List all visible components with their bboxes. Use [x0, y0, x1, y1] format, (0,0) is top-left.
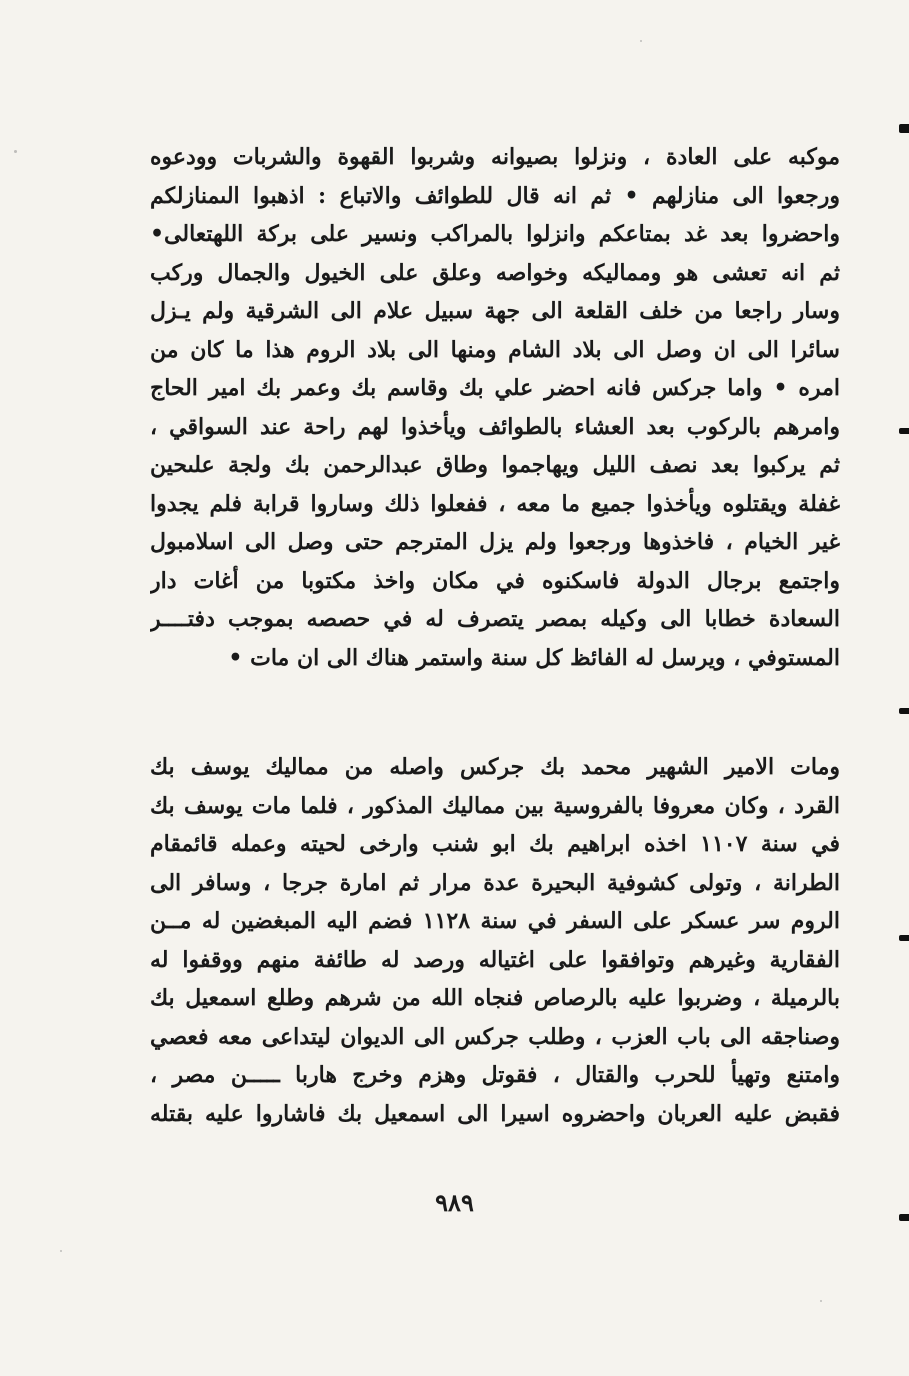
text-line: المستوفي ، ويرسل له الفائظ كل سنة واستمر هناك الى ان مات • — [228, 644, 840, 671]
binding-mark — [899, 935, 909, 941]
paper-speck — [14, 150, 17, 153]
text-line: وصناجقه الى باب العزب ، وطلب جركس الى الديوان ليتداعى معه فعصي — [150, 1023, 840, 1050]
text-line: غير الخيام ، فاخذوها ورجعوا ولم يزل المترجم حتى وصل الى اسلامبول — [150, 529, 840, 555]
binding-mark — [899, 124, 909, 133]
text-line: سائرا الى ان وصل الى بلاد الشام ومنها الى بلاد الروم هذا ما كان من — [150, 336, 840, 363]
text-line: غفلة ويقتلوه ويأخذوا جميع ما معه ، ففعلوا ذلك وساروا قرابة فلم يجدوا — [150, 490, 840, 517]
text-line: بالرميلة ، وضربوا عليه بالرصاص فنجاه الله من شرهم وطلع اسمعيل بك — [150, 985, 840, 1011]
text-line: وامرهم بالركوب بعد العشاء بالطوائف ويأخذوا لهم راحة عند السواقي ، — [150, 413, 840, 440]
text-line: موكبه على العادة ، ونزلوا بصيوانه وشربوا القهوة والشربات وودعوه — [150, 144, 840, 170]
text-line: ثم يركبوا بعد نصف الليل ويهاجموا وطاق عبدالرحمن بك ولجة علىحين — [150, 452, 840, 478]
text-line: امره • واما جركس فانه احضر علي بك وقاسم بك وعمر بك امير الحاج — [150, 375, 840, 401]
text-line: ومات الامير الشهير محمد بك جركس واصله من مماليك يوسف بك — [150, 754, 840, 780]
paper-speck — [640, 40, 642, 42]
text-line: الطرانة ، وتولى كشوفية البحيرة عدة مرار ثم امارة جرجا ، وسافر الى — [150, 869, 840, 896]
text-line: ثم انه تعشى هو ومماليكه وخواصه وعلق على الخيول والجمال وركب — [150, 259, 840, 286]
text-line: فقبض عليه العربان واحضروه اسيرا الى اسمعيل بك فاشاروا عليه بقتله — [150, 1100, 840, 1127]
text-line: واحضروا بعد غد بمتاعكم وانزلوا بالمراكب ونسير على بركة اللهتعالى• — [150, 221, 840, 247]
text-line: واجتمع برجال الدولة فاسكنوه في مكان واخذ مكتوبا من أغات دار — [150, 567, 840, 594]
paper-speck — [60, 1250, 62, 1252]
text-line: ورجعوا الى منازلهم • ثم انه قال للطوائف والاتباع : اذهبوا الىمنازلكم — [150, 182, 840, 209]
text-line: الروم سر عسكر على السفر في سنة ١١٢٨ فضم اليه المبغضين له مــن — [150, 908, 840, 934]
paper-speck — [820, 1300, 822, 1302]
text-line: الفقارية وغيرهم وتوافقوا على اغتياله ورصد له طائفة منهم ووقفوا له — [150, 946, 840, 973]
text-line: في سنة ١١٠٧ اخذه ابراهيم بك ابو شنب وارخى لحيته وعمله قائمقام — [150, 831, 840, 857]
text-line: وامتنع وتهيأ للحرب والقتال ، فقوتل وهزم وخرج هاربا ـــــن مصر ، — [150, 1062, 840, 1088]
text-line: القرد ، وكان معروفا بالفروسية بين مماليك المذكور ، فلما مات يوسف بك — [150, 792, 840, 819]
text-line: السعادة خطابا الى وكيله بمصر يتصرف له في حصصه بموجب دفتــــر — [150, 606, 840, 632]
binding-mark — [899, 428, 909, 434]
page-number: ٩٨٩ — [435, 1188, 474, 1217]
paragraph-1 — [150, 138, 840, 677]
binding-mark — [899, 708, 909, 714]
paragraph-2 — [150, 748, 840, 1133]
binding-mark — [899, 1214, 909, 1221]
text-line: وسار راجعا من خلف القلعة الى جهة سبيل علام الى الشرقية ولم يـزل — [150, 298, 840, 324]
